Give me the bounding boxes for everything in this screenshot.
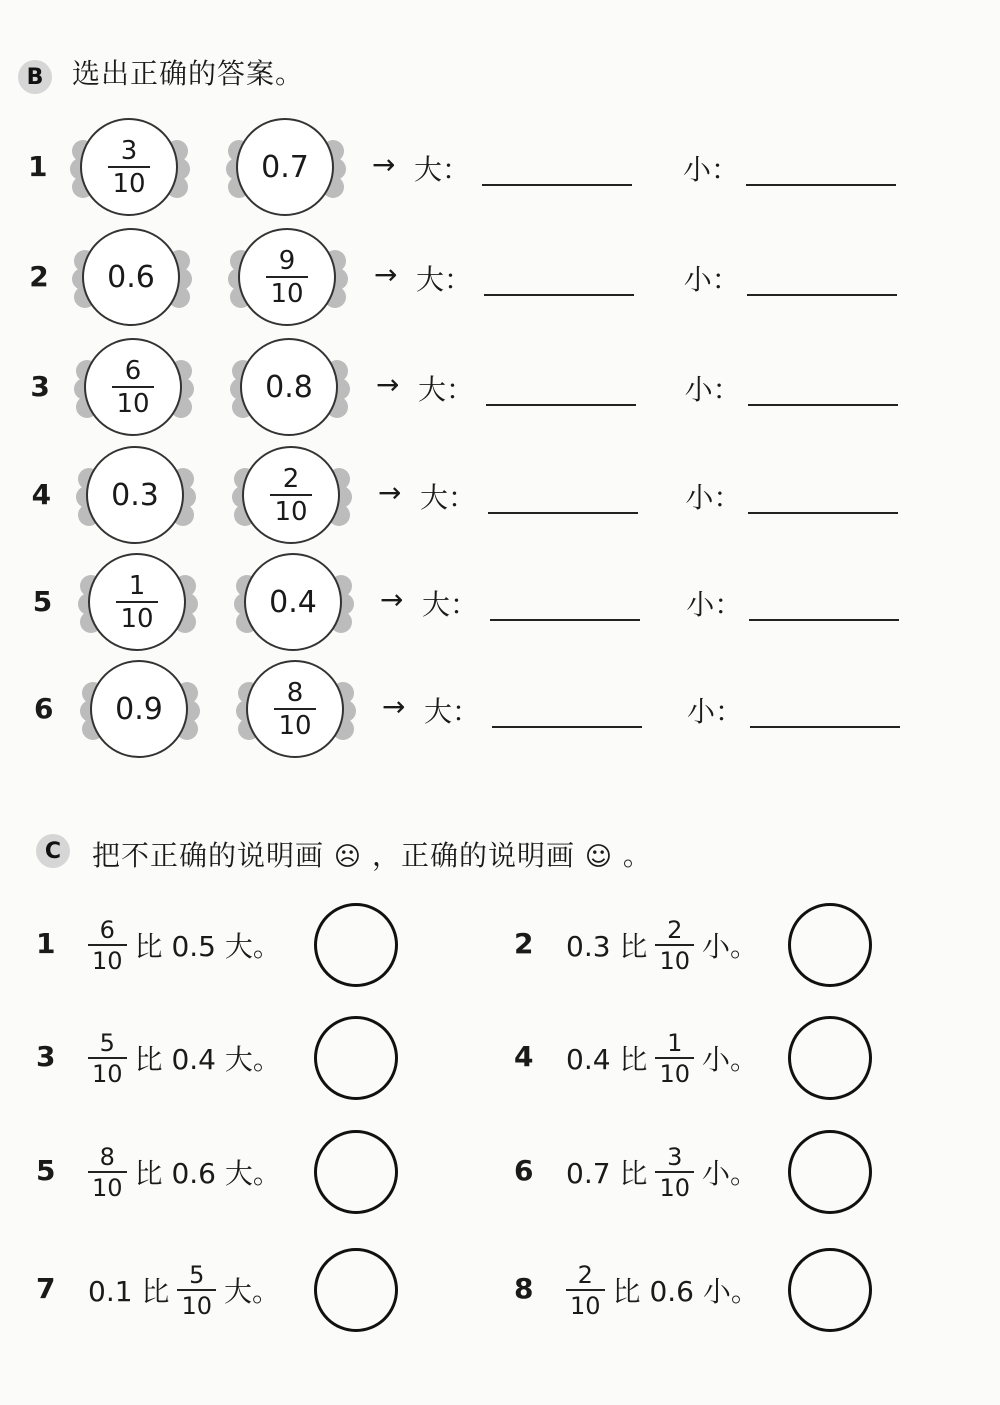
- answer-circle[interactable]: [314, 903, 398, 987]
- statement-text: 大。: [223, 1275, 280, 1308]
- numerator: 3: [667, 1142, 683, 1171]
- statement-text: 比 0.6 大。: [134, 1157, 281, 1190]
- numerator: 5: [189, 1260, 205, 1289]
- section-b-title: 选出正确的答案。: [72, 57, 305, 90]
- section-c-title-part2: ，正确的说明画: [371, 839, 575, 872]
- arrow-icon: →: [374, 258, 398, 291]
- smaller-answer-blank[interactable]: [750, 726, 900, 728]
- smaller-answer-blank[interactable]: [748, 512, 898, 514]
- bubble-value: 0.8: [265, 369, 313, 405]
- bigger-answer-blank[interactable]: [484, 294, 634, 296]
- statement: [566, 1260, 759, 1320]
- number-bubble: [80, 118, 178, 216]
- denominator: 10: [570, 1291, 601, 1320]
- smaller-label: 小：: [684, 373, 741, 406]
- bigger-label: 大：: [418, 373, 475, 406]
- bubble-value: 0.7: [261, 149, 309, 185]
- question-number: 1: [36, 927, 56, 960]
- denominator: 10: [659, 946, 690, 975]
- statement-text: 比 0.5 大。: [134, 930, 281, 963]
- statement-fraction: [88, 1142, 127, 1202]
- question-number: 5: [32, 585, 53, 618]
- numerator: 6: [99, 915, 115, 944]
- statement-fraction: [88, 915, 127, 975]
- answer-circle[interactable]: [314, 1248, 398, 1332]
- bigger-answer-blank[interactable]: [492, 726, 642, 728]
- statement: [88, 1028, 281, 1088]
- bubble-value: [116, 570, 157, 634]
- numerator: 8: [286, 677, 304, 708]
- numerator: 5: [99, 1028, 115, 1057]
- numerator: 2: [577, 1260, 593, 1289]
- bigger-answer-blank[interactable]: [486, 404, 636, 406]
- numerator: 8: [99, 1142, 115, 1171]
- numerator: 1: [128, 570, 146, 601]
- bubble-value: 0.4: [269, 584, 317, 620]
- number-bubble: [236, 118, 334, 216]
- bubble-b: [236, 338, 344, 438]
- statement-fraction: [566, 1260, 605, 1320]
- statement-text: 0.3 比: [566, 930, 648, 963]
- smaller-label: 小：: [683, 153, 740, 186]
- statement: [88, 1142, 281, 1202]
- statement: [566, 1028, 758, 1088]
- statement: [566, 915, 758, 975]
- question-number: 2: [29, 260, 49, 293]
- bigger-label: 大：: [420, 481, 477, 514]
- denominator: 10: [270, 278, 304, 309]
- bubble-a: [86, 660, 194, 760]
- statement-fraction: [88, 1028, 127, 1088]
- question-number: 6: [514, 1154, 534, 1187]
- denominator: 10: [120, 603, 154, 634]
- bubble-b: [240, 553, 348, 653]
- number-bubble: [84, 338, 182, 436]
- bubble-b: [238, 446, 346, 546]
- smaller-answer-blank[interactable]: [748, 404, 898, 406]
- bubble-b: [242, 660, 350, 760]
- bubble-value: [108, 135, 149, 199]
- number-bubble: [82, 228, 180, 326]
- statement-text: 0.4 比: [566, 1043, 648, 1076]
- numerator: 3: [120, 135, 138, 166]
- happy-face-icon: ☺: [584, 842, 613, 872]
- smaller-label: 小：: [687, 695, 744, 728]
- statement-text: 0.1 比: [88, 1275, 170, 1308]
- bubble-value: 0.3: [111, 477, 159, 513]
- question-number: 7: [36, 1272, 56, 1305]
- smaller-answer-blank[interactable]: [749, 619, 899, 621]
- statement-fraction: [655, 1142, 694, 1202]
- section-c-title-part1: 把不正确的说明画: [92, 839, 325, 872]
- statement-text: 小。: [701, 1043, 758, 1076]
- answer-circle[interactable]: [788, 1248, 872, 1332]
- bigger-label: 大：: [416, 263, 473, 296]
- sad-face-icon: ☹: [333, 842, 363, 872]
- question-number: 4: [514, 1040, 534, 1073]
- denominator: 10: [92, 946, 123, 975]
- question-number: 2: [514, 927, 534, 960]
- bubble-a: [84, 553, 192, 653]
- numerator: 2: [667, 915, 683, 944]
- statement-text: 比 0.4 大。: [134, 1043, 281, 1076]
- answer-circle[interactable]: [788, 903, 872, 987]
- bubble-a: [82, 446, 190, 546]
- statement: [88, 1260, 280, 1320]
- number-bubble: [242, 446, 340, 544]
- statement-fraction: [177, 1260, 216, 1320]
- numerator: 6: [124, 355, 142, 386]
- statement: [566, 1142, 758, 1202]
- smaller-answer-blank[interactable]: [746, 184, 896, 186]
- section-b-badge: B: [18, 60, 52, 94]
- bubble-value: [274, 677, 315, 741]
- denominator: 10: [659, 1173, 690, 1202]
- bubble-value: 0.9: [115, 691, 163, 727]
- number-bubble: [86, 446, 184, 544]
- question-number: 4: [31, 478, 52, 511]
- question-number: 3: [36, 1040, 56, 1073]
- statement-text: 小。: [701, 1157, 758, 1190]
- bubble-b: [234, 228, 342, 328]
- statement-fraction: [655, 915, 694, 975]
- question-number: 5: [36, 1154, 56, 1187]
- smaller-label: 小：: [683, 263, 740, 296]
- bigger-answer-blank[interactable]: [488, 512, 638, 514]
- bubble-a: [78, 228, 186, 328]
- bigger-label: 大：: [424, 695, 481, 728]
- section-c-title: [92, 834, 652, 874]
- smaller-label: 小：: [686, 588, 743, 621]
- number-bubble: [90, 660, 188, 758]
- numerator: 2: [282, 463, 300, 494]
- answer-circle[interactable]: [788, 1130, 872, 1214]
- number-bubble: [240, 338, 338, 436]
- denominator: 10: [116, 388, 150, 419]
- bubble-a: [76, 118, 184, 218]
- denominator: 10: [92, 1059, 123, 1088]
- denominator: 10: [659, 1059, 690, 1088]
- question-number: 3: [30, 370, 50, 403]
- bigger-label: 大：: [414, 153, 471, 186]
- bubble-value: 0.6: [107, 259, 155, 295]
- statement-text: 0.7 比: [566, 1157, 648, 1190]
- statement-fraction: [655, 1028, 694, 1088]
- bubble-value: [112, 355, 153, 419]
- question-number: 6: [34, 692, 54, 725]
- arrow-icon: →: [378, 476, 402, 509]
- section-c-badge: C: [36, 834, 70, 868]
- answer-circle[interactable]: [314, 1016, 398, 1100]
- bubble-a: [80, 338, 188, 438]
- answer-circle[interactable]: [788, 1016, 872, 1100]
- smaller-answer-blank[interactable]: [747, 294, 897, 296]
- bigger-answer-blank[interactable]: [490, 619, 640, 621]
- bigger-answer-blank[interactable]: [482, 184, 632, 186]
- bubble-value: [266, 245, 307, 309]
- arrow-icon: →: [382, 690, 406, 723]
- number-bubble: [246, 660, 344, 758]
- denominator: 10: [112, 168, 146, 199]
- question-number: 8: [514, 1272, 534, 1305]
- denominator: 10: [92, 1173, 123, 1202]
- arrow-icon: →: [372, 148, 396, 181]
- statement: [88, 915, 281, 975]
- number-bubble: [244, 553, 342, 651]
- bigger-label: 大：: [422, 588, 479, 621]
- denominator: 10: [274, 496, 308, 527]
- smaller-label: 小：: [685, 481, 742, 514]
- numerator: 1: [667, 1028, 683, 1057]
- denominator: 10: [278, 710, 312, 741]
- denominator: 10: [181, 1291, 212, 1320]
- bubble-b: [232, 118, 340, 218]
- question-number: 1: [28, 150, 48, 183]
- number-bubble: [238, 228, 336, 326]
- statement-text: 比 0.6 小。: [612, 1275, 759, 1308]
- section-c-title-part3: 。: [622, 839, 652, 872]
- arrow-icon: →: [376, 368, 400, 401]
- statement-text: 小。: [701, 930, 758, 963]
- answer-circle[interactable]: [314, 1130, 398, 1214]
- numerator: 9: [278, 245, 296, 276]
- arrow-icon: →: [380, 583, 404, 616]
- number-bubble: [88, 553, 186, 651]
- bubble-value: [270, 463, 311, 527]
